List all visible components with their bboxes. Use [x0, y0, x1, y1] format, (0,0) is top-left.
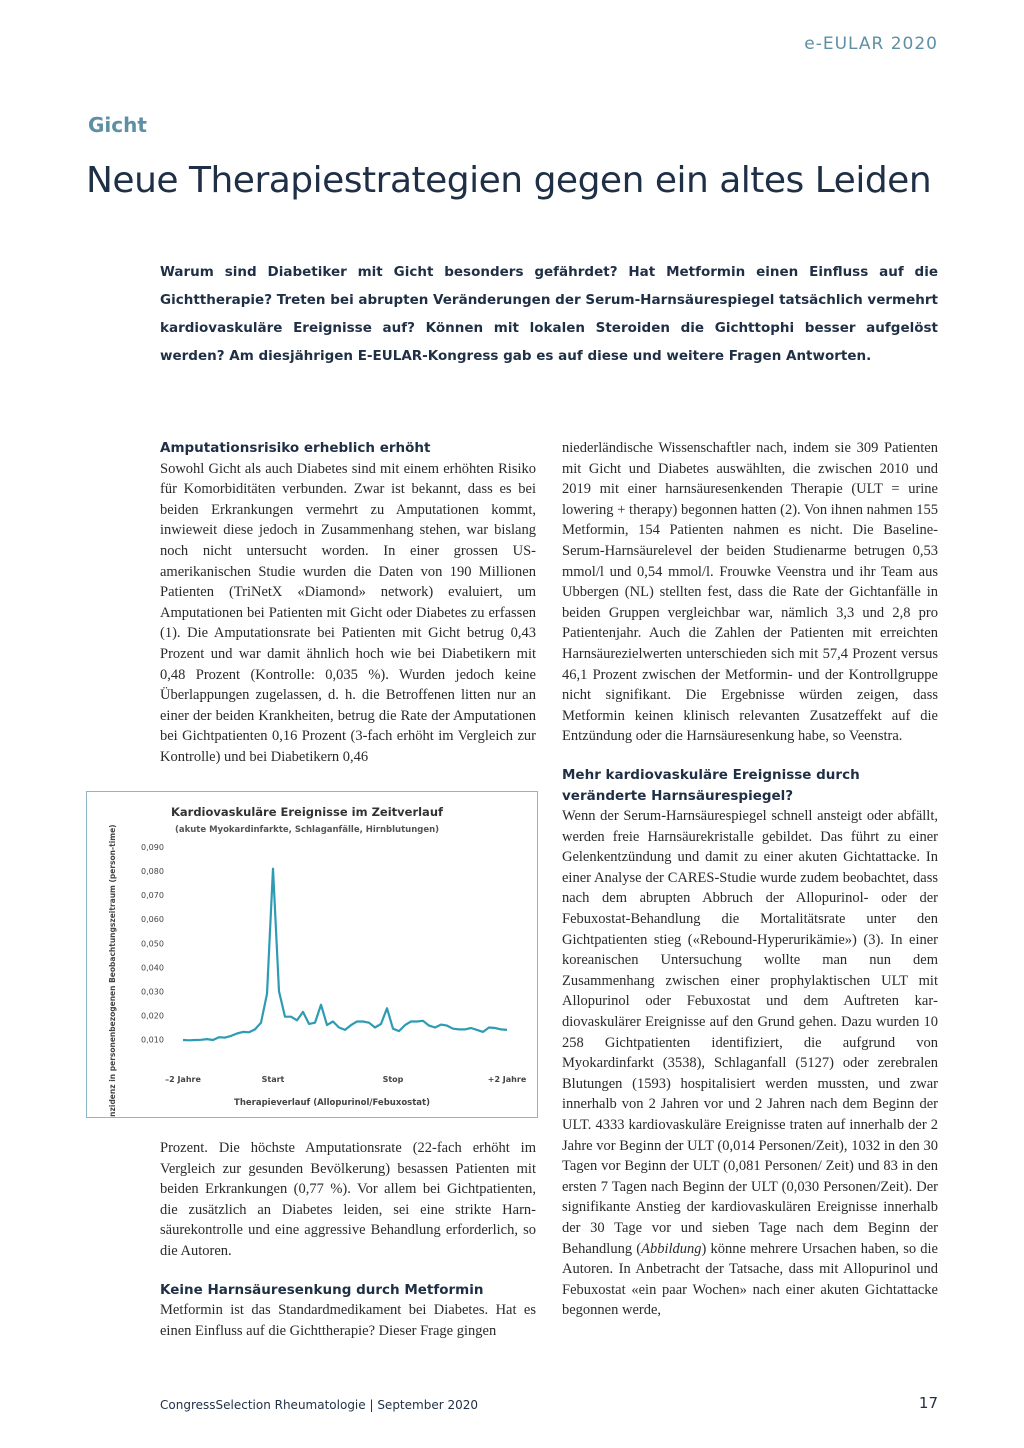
- chart-y-tick-label: 0,090: [141, 843, 164, 852]
- chart-y-tick-label: 0,050: [141, 939, 164, 949]
- right-column: [562, 438, 938, 1321]
- chart-y-tick-label: 0,060: [141, 915, 164, 925]
- chart-y-tick-label: 0,040: [141, 963, 164, 973]
- page-number: 17: [918, 1394, 938, 1412]
- section-heading-amputation: Amputationsrisiko erheblich erhöht: [160, 440, 431, 456]
- cardiovascular-events-chart: [87, 792, 537, 1117]
- page-title: Neue Therapiestrategien gegen ein altes Leiden: [86, 160, 932, 201]
- section-text-amputation-continued: Prozent. Die höchste Amputationsrate (22-fach erhöht im Vergleich zur gesunden Bevölkerung) besassen Patienten mit beiden Erkrankungen (0,77 %). Vor allem bei Gichtpatienten, die zusätzlich an Diabetes leiden, sei eine strikte Harnsäurekontrolle und eine aggressive Behandlung erforderlich, so die Autoren.: [160, 1140, 536, 1259]
- left-column-bottom: [160, 1138, 536, 1341]
- chart-x-tick-label: –2 Jahre: [165, 1075, 201, 1084]
- chart-y-tick-label: 0,030: [141, 987, 164, 997]
- chart-subtitle: (akute Myokardinfarkte, Schlaganfälle, Hirnblutungen): [174, 825, 440, 835]
- section-text-cardiovascular-part2: ) könne mehrere Ursachen haben, so die Autoren. In Anbetracht der Tatsache, dass mit Allopurinol und Febuxostat «ein paar Wochen» nach einer akuten Gichtattacke begonnen werde,: [562, 1240, 938, 1319]
- section-kicker: Gicht: [88, 113, 147, 137]
- section-text-metformin-continued: niederländische Wissenschaftler nach, indem sie 309 Patienten mit Gicht und Diabetes auswählten, die zwischen 2010 und 2019 mit einer harnsäuresenkenden Therapie (ULT = urine lowering + therapy) begonnen hatten (2). Von ihnen nahmen 155 Metformin, 154 Patienten nahmen es nicht. Die Baseline-Serum-Harnsäurelevel der beiden Studienarme betrugen 0,53 mmol/l und 0,54 mmol/l. Frouwke Veenstra und ihr Team aus Ubbergen (NL) stellten fest, dass die Rate der Gichtanfälle in beiden Gruppen vergleichbar war, nämlich 3,3 und 2,8 pro Patientenjahr. Auch die Zahlen der Patienten mit erreichten Harnsäurezielwerten unterschieden sich mit 57,4 Prozent versus 46,1 Prozent zwischen der Metformin- und der Kontrollgruppe nicht signifikant. Die Ergebnisse würden zeigen, dass Metformin keinen klinisch relevanten Zusatzeffekt auf die Entzündung oder die Harnsäuresenkung habe, so Veenstra.: [562, 440, 938, 745]
- section-text-amputation: Sowohl Gicht als auch Diabetes sind mit einem erhöhten Risiko für Komorbiditäten verbunden. Zwar ist bekannt, dass es bei beiden Erkrankungen vermehrt zu Amputationen kommt, inwieweit diese jedoch in Zusammenhang stehen, war bislang noch nicht untersucht worden. In einer grossen US-amerikanischen Studie wurden die Daten von 190 Millionen Patienten (TriNetX «Diamond» network) evaluiert, um Amputationen bei Patienten mit Gicht oder Diabetes zu erfassen (1). Die Amputationsrate bei Patienten mit Gicht betrug 0,43 Prozent und war damit ähnlich hoch wie bei Diabetikern mit 0,48 Prozent (Kontrolle: 0,035 %). Wurden jedoch keine Überlappungen zugelassen, d. h. die Betroffenen litten nur an einer der beiden Krankheiten, betrug die Rate der Amputationen bei Gichtpatienten 0,16 Prozent (3-fach erhöht im Vergleich zur Kontrolle) und bei Diabetikern 0,46: [160, 460, 536, 765]
- chart-x-tick-label: +2 Jahre: [487, 1075, 527, 1084]
- chart-x-axis-label: Therapieverlauf (Allopurinol/Febuxostat): [234, 1098, 430, 1108]
- chart-y-axis-label: Inzidenz in personenbezogenen Beobachtungszeitraum (person-time): [108, 824, 117, 1117]
- chart-y-ticks: [141, 843, 164, 1045]
- figure-chart: [86, 791, 538, 1118]
- section-heading-cardiovascular: Mehr kardiovaskuläre Ereignisse durch veränderte Harnsäurespiegel?: [562, 766, 860, 804]
- left-column-top: [160, 438, 536, 768]
- section-heading-metformin: Keine Harnsäuresenkung durch Metformin: [160, 1281, 484, 1298]
- chart-x-tick-label: Stop: [382, 1075, 404, 1084]
- chart-series-line: [183, 869, 507, 1041]
- chart-y-tick-label: 0,070: [141, 891, 164, 901]
- journal-brand: e-EULAR 2020: [804, 34, 938, 54]
- section-text-metformin: Metformin ist das Standardmedikament bei Diabetes. Hat es einen Einfluss auf die Gichttherapie? Dieser Frage gingen: [160, 1302, 536, 1339]
- chart-x-ticks: [165, 1075, 527, 1084]
- section-text-cardiovascular-part1: Wenn der Serum-Harnsäurespiegel schnell ansteigt oder abfällt, werden freie Harnsäurekristalle gebildet. Das führt zu einer Gelenkentzündung und damit zu einer akuten Gichtattacke. In einer Analyse der CARES-Studie wurde zudem beobachtet, dass nach dem abrupten Abbruch der Allopurinol- oder der Febuxostat-Behandlung die Mortalitätsrate unter den Gichtpatienten stieg («Rebound-Hyperurikämie») (3). In einer koreanischen Untersuchung wollte man nun dem Zusammenhang zwischen einer prophylaktischen ULT mit Allopurinol oder Febuxostat und dem Auftreten kardiovaskulärer Ereignisse auf den Grund gehen. Dazu wurden 10 258 Gichtpatienten identifiziert, die aufgrund von Myokardinfarkt (3538), Schlaganfall (5127) oder zerebralen Blutungen (1593) hospitalisiert werden mussten, und zwar innerhalb von 2 Jahren vor und 2 Jahren nach dem Beginn der ULT. 4333 kardiovaskuläre Ereignisse traten auf innerhalb der 2 Jahre vor Beginn der ULT (0,014 Personen/Zeit), 1032 in den 30 Tagen vor Beginn der ULT (0,081 Personen/ Zeit) und 83 in den ersten 7 Tagen nach Beginn der ULT (0,030 Personen/Zeit). Der signifikante Anstieg der kardiovaskulären Ereignisse innerhalb der 30 Tage vor und sieben Tage nach dem Beginn der Behandlung (: [562, 808, 938, 1257]
- chart-y-tick-label: 0,020: [141, 1011, 164, 1021]
- lead-paragraph: Warum sind Diabetiker mit Gicht besonders gefährdet? Hat Metformin einen Einfluss auf die Gichttherapie? Treten bei abrupten Veränderungen der Serum-Harnsäurespiegel tatsächlich vermehrt kardiovaskuläre Ereignisse auf? Können mit lokalen Steroiden die Gichttophi besser aufgelöst werden? Am diesjährigen E-EULAR-Kongress gab es auf diese und weitere Fragen Antworten.: [160, 264, 938, 364]
- chart-title: Kardiovaskuläre Ereignisse im Zeitverlauf: [170, 805, 444, 819]
- chart-x-tick-label: Start: [261, 1075, 285, 1084]
- footer-publication: CongressSelection Rheumatologie | September 2020: [160, 1398, 478, 1412]
- chart-y-tick-label: 0,080: [141, 867, 164, 877]
- section-text-cardiovascular: [562, 806, 938, 1321]
- figure-reference: Abbildung: [641, 1240, 702, 1257]
- chart-y-tick-label: 0,010: [141, 1035, 164, 1045]
